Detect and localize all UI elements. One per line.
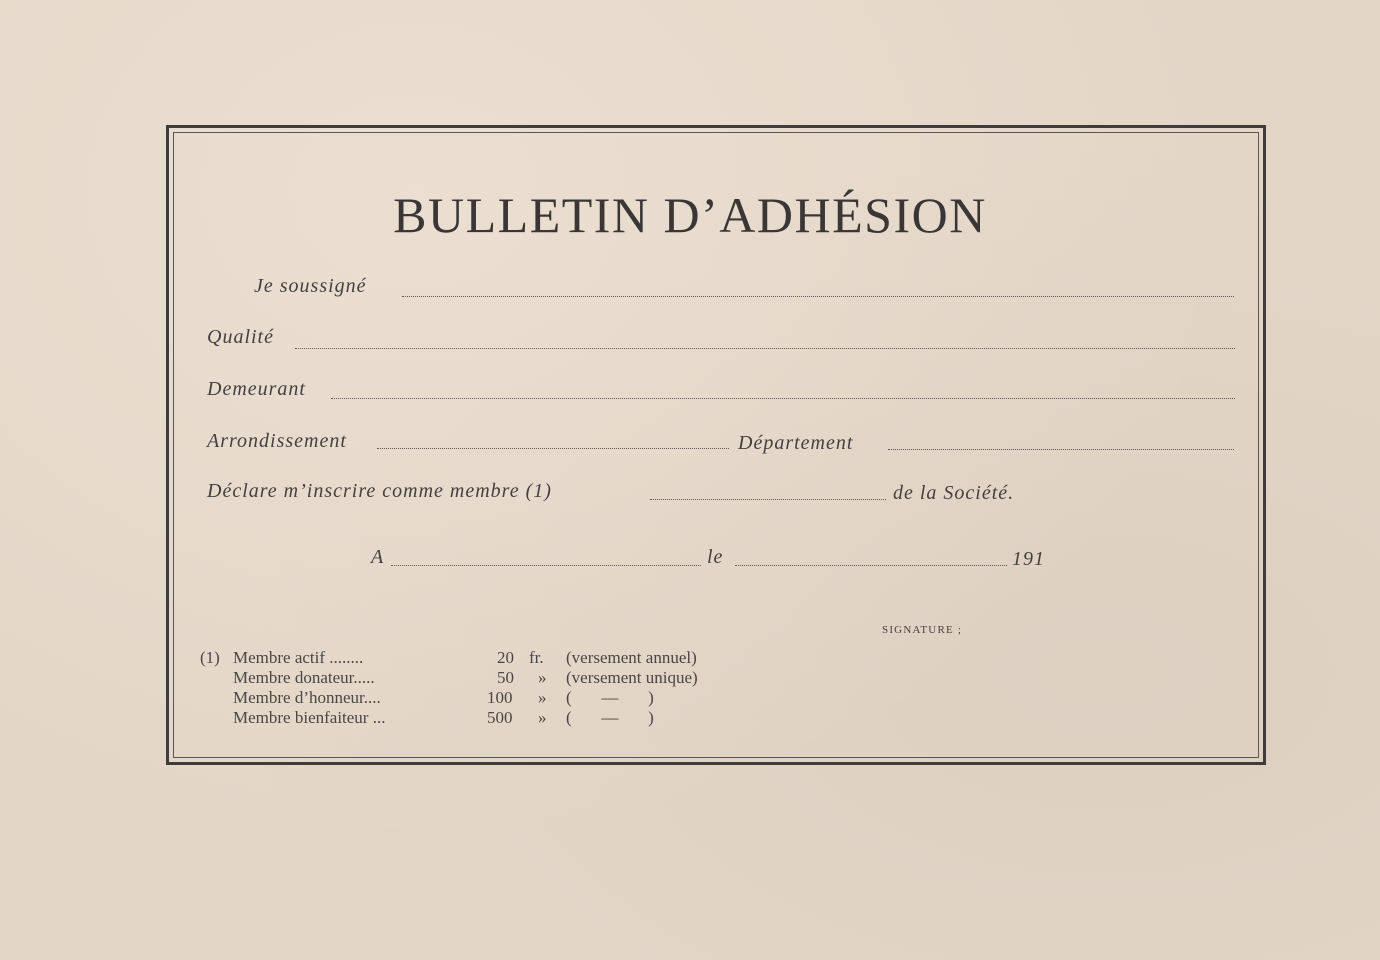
- footnote-row-amount: 100: [487, 688, 513, 707]
- footnote-row-label: Membre d’honneur....: [233, 688, 381, 707]
- footnote-row-unit: »: [538, 688, 547, 707]
- label-a: A: [371, 546, 385, 568]
- footnote-row-note: (versement annuel): [566, 648, 697, 667]
- field-date[interactable]: [735, 565, 1007, 566]
- footnote-row-unit: fr.: [529, 648, 544, 667]
- footnote-marker: (1): [200, 648, 220, 667]
- field-membre-type[interactable]: [650, 499, 886, 500]
- label-le: le: [707, 546, 724, 568]
- field-arrondissement[interactable]: [377, 448, 729, 449]
- label-demeurant: Demeurant: [207, 378, 306, 400]
- label-declare: Déclare m’inscrire comme membre (1): [207, 480, 552, 502]
- footnote-row-amount: 500: [487, 708, 513, 727]
- label-soussigne: Je soussigné: [254, 275, 367, 297]
- footnote-row-label: Membre donateur.....: [233, 668, 375, 687]
- field-departement[interactable]: [888, 449, 1234, 450]
- label-qualite: Qualité: [207, 326, 274, 348]
- field-demeurant[interactable]: [331, 398, 1235, 399]
- footnote-row-unit: »: [538, 708, 547, 727]
- form-title: BULLETIN D’ADHÉSION: [393, 187, 987, 243]
- field-soussigne[interactable]: [402, 296, 1234, 297]
- footnote-row-label: Membre bienfaiteur ...: [233, 708, 386, 727]
- label-arrondissement: Arrondissement: [207, 430, 347, 452]
- label-departement: Département: [738, 432, 854, 454]
- label-societe: de la Société.: [893, 482, 1015, 504]
- field-qualite[interactable]: [295, 348, 1235, 349]
- footnote-row-unit: »: [538, 668, 547, 687]
- field-lieu[interactable]: [391, 565, 701, 566]
- footnote-row-note: ( — ): [566, 708, 654, 727]
- label-year: 191: [1012, 548, 1045, 570]
- footnote-row-note: (versement unique): [566, 668, 698, 687]
- footnote-row-note: ( — ): [566, 688, 654, 707]
- footnote-row-label: Membre actif ........: [233, 648, 364, 667]
- footnote-row-amount: 20: [497, 648, 514, 667]
- footnote-row-amount: 50: [497, 668, 514, 687]
- signature-label: SIGNATURE ;: [882, 624, 963, 636]
